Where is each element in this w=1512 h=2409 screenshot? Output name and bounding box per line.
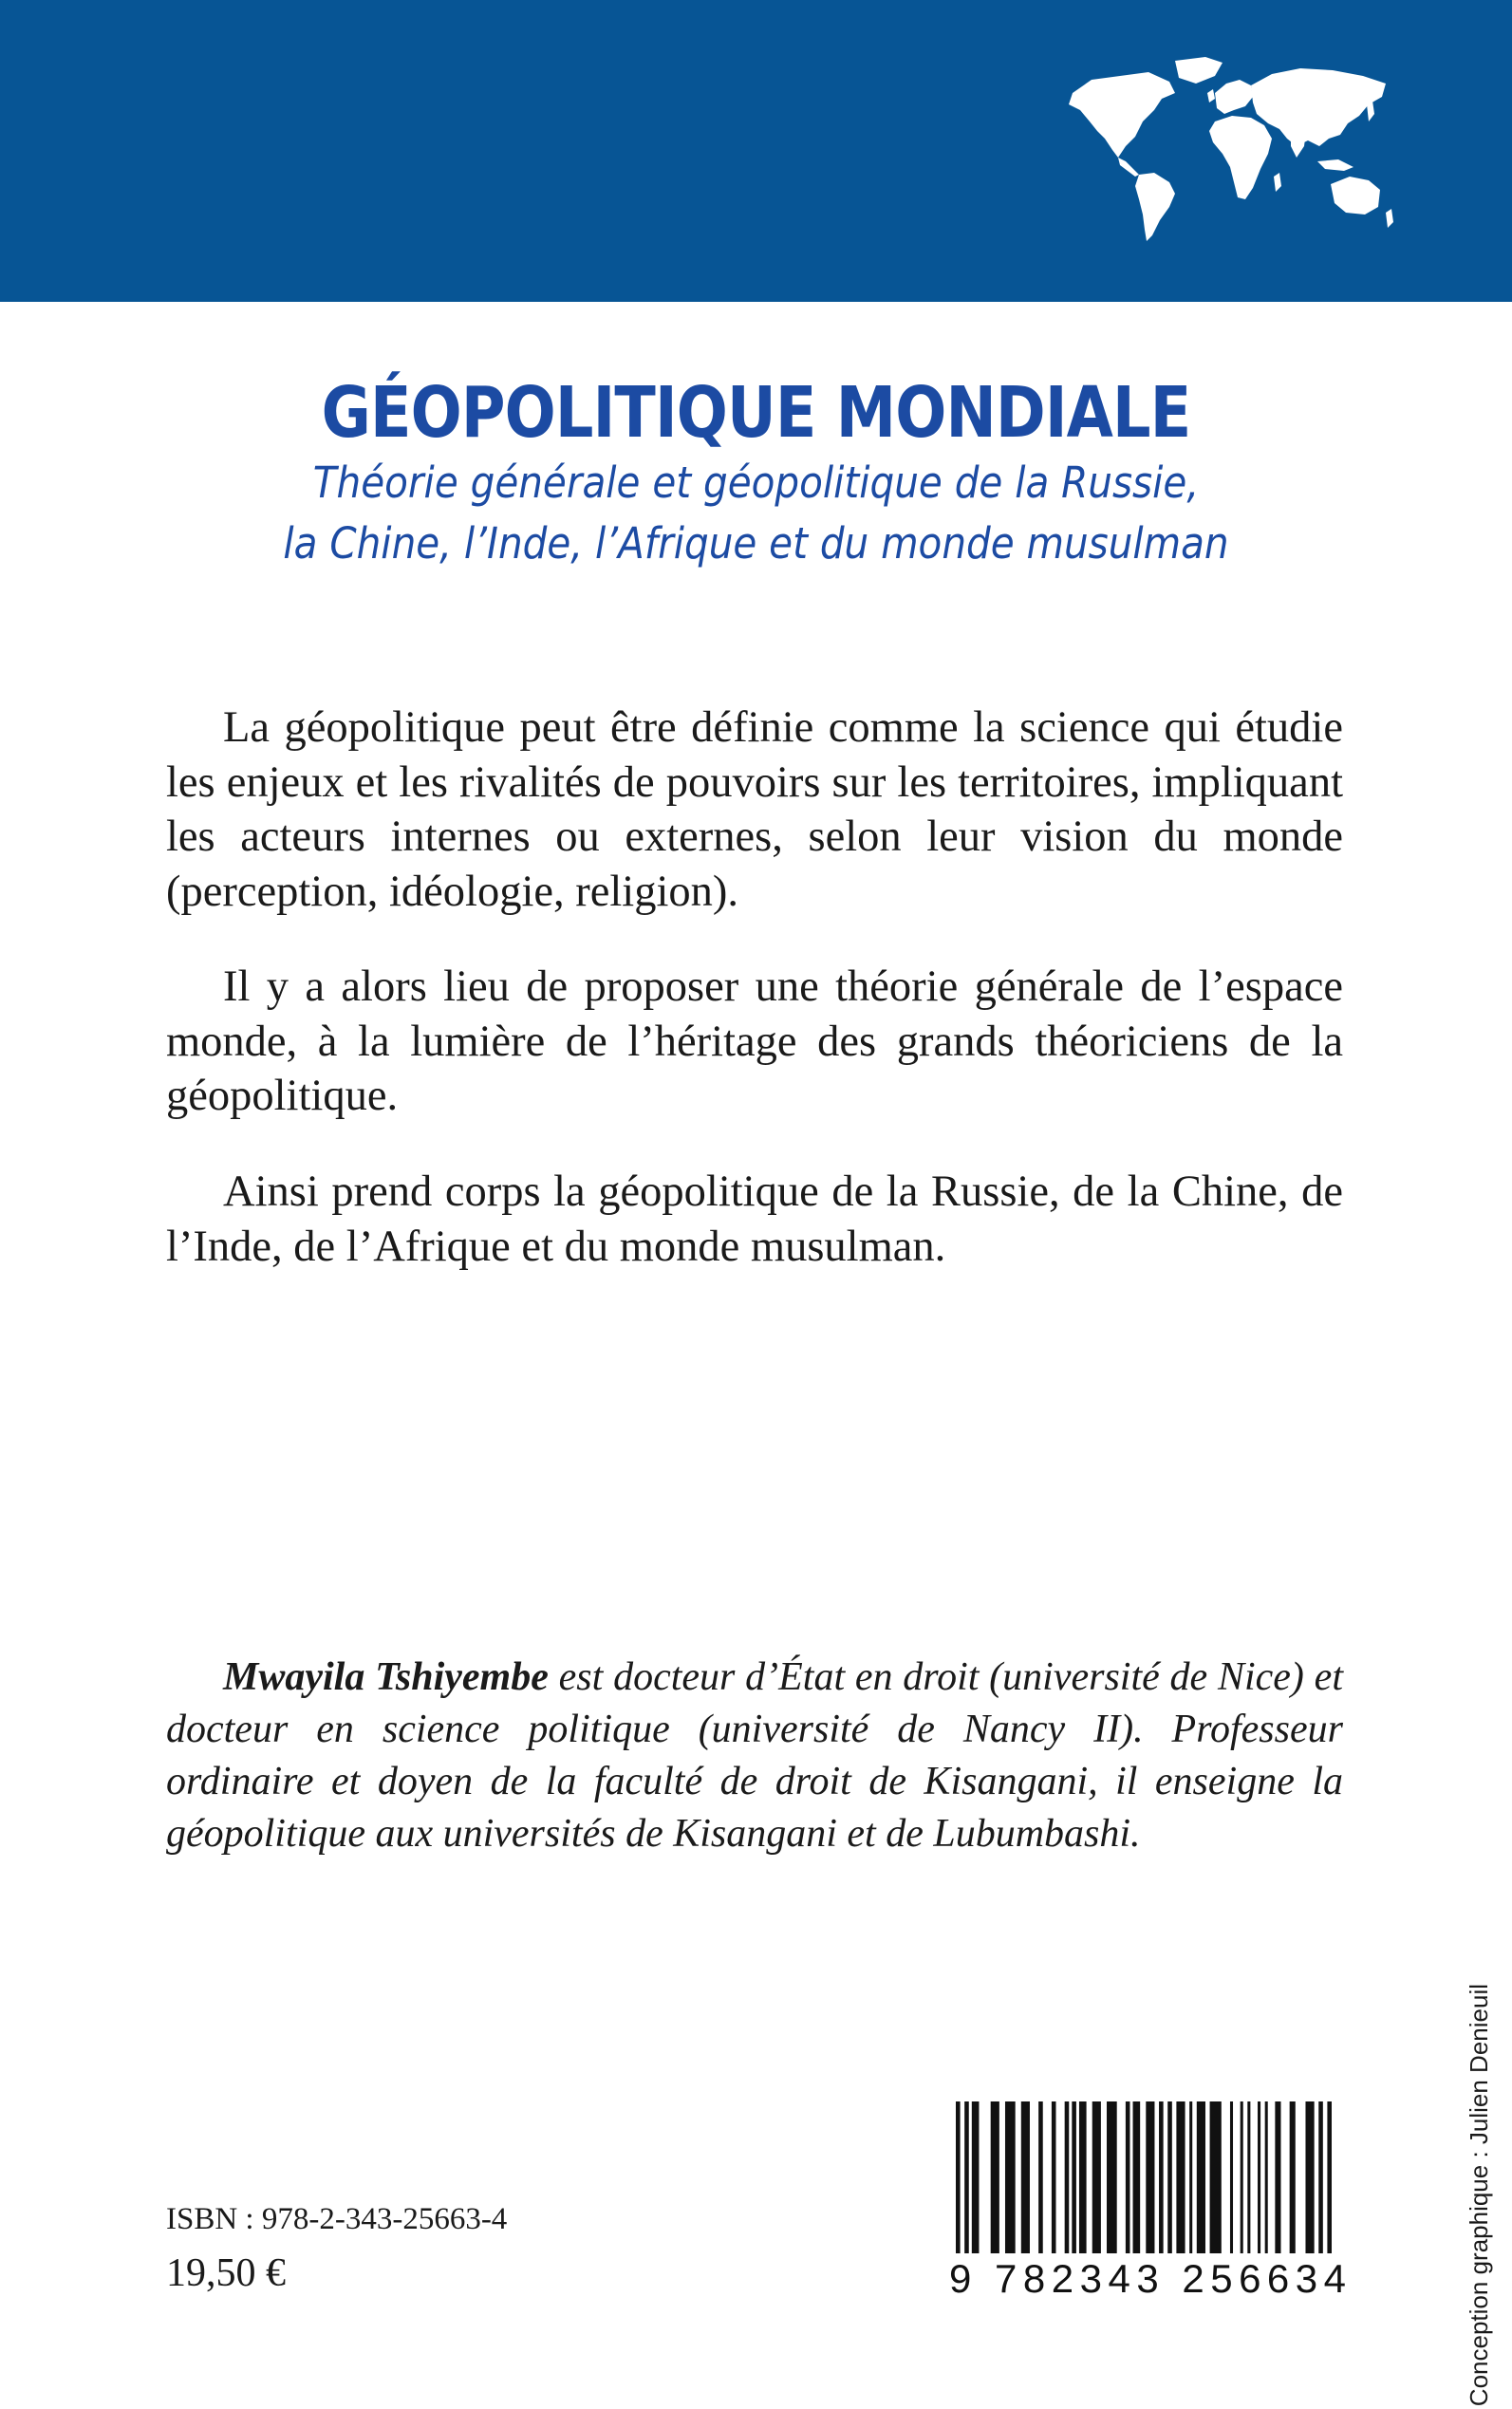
- barcode-bar: [1107, 2101, 1117, 2253]
- barcode-bar: [1038, 2101, 1043, 2253]
- barcode-bar: [1167, 2101, 1172, 2253]
- barcode-bar: [1079, 2101, 1087, 2253]
- barcode-bar: [1290, 2101, 1296, 2253]
- barcode-bars: [949, 2098, 1338, 2259]
- barcode-bar: [1021, 2101, 1030, 2253]
- barcode-bar: [1072, 2101, 1076, 2253]
- barcode-bar: [1052, 2101, 1056, 2253]
- barcode-bar: [972, 2101, 980, 2253]
- barcode: [949, 2098, 1353, 2303]
- author-name: Mwayila Tshiyembe: [223, 1655, 549, 1699]
- barcode-bar: [1258, 2101, 1260, 2253]
- barcode-bar: [1126, 2101, 1130, 2253]
- barcode-bar: [1005, 2101, 1016, 2253]
- world-map-icon: [1063, 55, 1395, 245]
- barcode-bar: [1146, 2101, 1154, 2253]
- barcode-bar: [1318, 2101, 1323, 2253]
- author-bio: [166, 1652, 1343, 1860]
- blurb-paragraph-2: Il y a alors lieu de proposer une théorie générale de l’espace monde, à la lumière de l’héritage des grands théoriciens de la géopolitique.: [166, 962, 1343, 1120]
- barcode-bar: [1092, 2101, 1101, 2253]
- barcode-bar: [1189, 2101, 1192, 2253]
- barcode-bar: [991, 2101, 999, 2253]
- isbn: ISBN : 978-2-343-25663-4: [166, 2202, 508, 2236]
- price: 19,50 €: [166, 2251, 286, 2295]
- barcode-bar: [1265, 2101, 1268, 2253]
- barcode-bar: [1176, 2101, 1185, 2253]
- author-bio-text: est docteur d’État en droit (université de Nice) et docteur en science politique (université de Nancy II). Professeur ordinaire et doyen de la faculté de droit de Kisangani, il enseigne la géopolitique aux universités de Kisangani et de Lubumbashi.: [166, 1655, 1343, 1856]
- barcode-bar: [1241, 2101, 1243, 2253]
- blurb-paragraph-1: La géopolitique peut être définie comme la science qui étudie les enjeux et les rivalités de pouvoirs sur les territoires, impliquant les acteurs internes ou externes, selon leur vision du monde (perception, idéologie, religion).: [166, 703, 1343, 916]
- barcode-bar: [1275, 2101, 1280, 2253]
- barcode-digits: 9 782343 256634: [949, 2256, 1353, 2301]
- barcode-bar: [956, 2101, 961, 2253]
- barcode-bar: [1305, 2101, 1314, 2253]
- blurb-paragraph-3: Ainsi prend corps la géopolitique de la Russie, de la Chine, de l’Inde, de l’Afrique et du monde musulman.: [166, 1167, 1343, 1271]
- barcode-bar: [1197, 2101, 1205, 2253]
- book-title: GÉOPOLITIQUE MONDIALE: [321, 372, 1191, 454]
- book-subtitle-line-2: la Chine, l’Inde, l’Afrique et du monde musulman: [283, 518, 1229, 569]
- barcode-bar: [1247, 2101, 1250, 2253]
- book-subtitle-line-1: Théorie générale et géopolitique de la Russie,: [312, 458, 1200, 508]
- barcode-bar: [964, 2101, 969, 2253]
- design-credit-text: Conception graphique : Julien Denieuil: [1465, 1984, 1493, 2407]
- barcode-bar: [1133, 2101, 1141, 2253]
- barcode-bar: [1210, 2101, 1222, 2253]
- barcode-bar: [1327, 2101, 1332, 2253]
- barcode-bar: [1159, 2101, 1164, 2253]
- top-band: [0, 0, 1512, 302]
- barcode-bar: [1065, 2101, 1070, 2253]
- barcode-bar: [1230, 2101, 1233, 2253]
